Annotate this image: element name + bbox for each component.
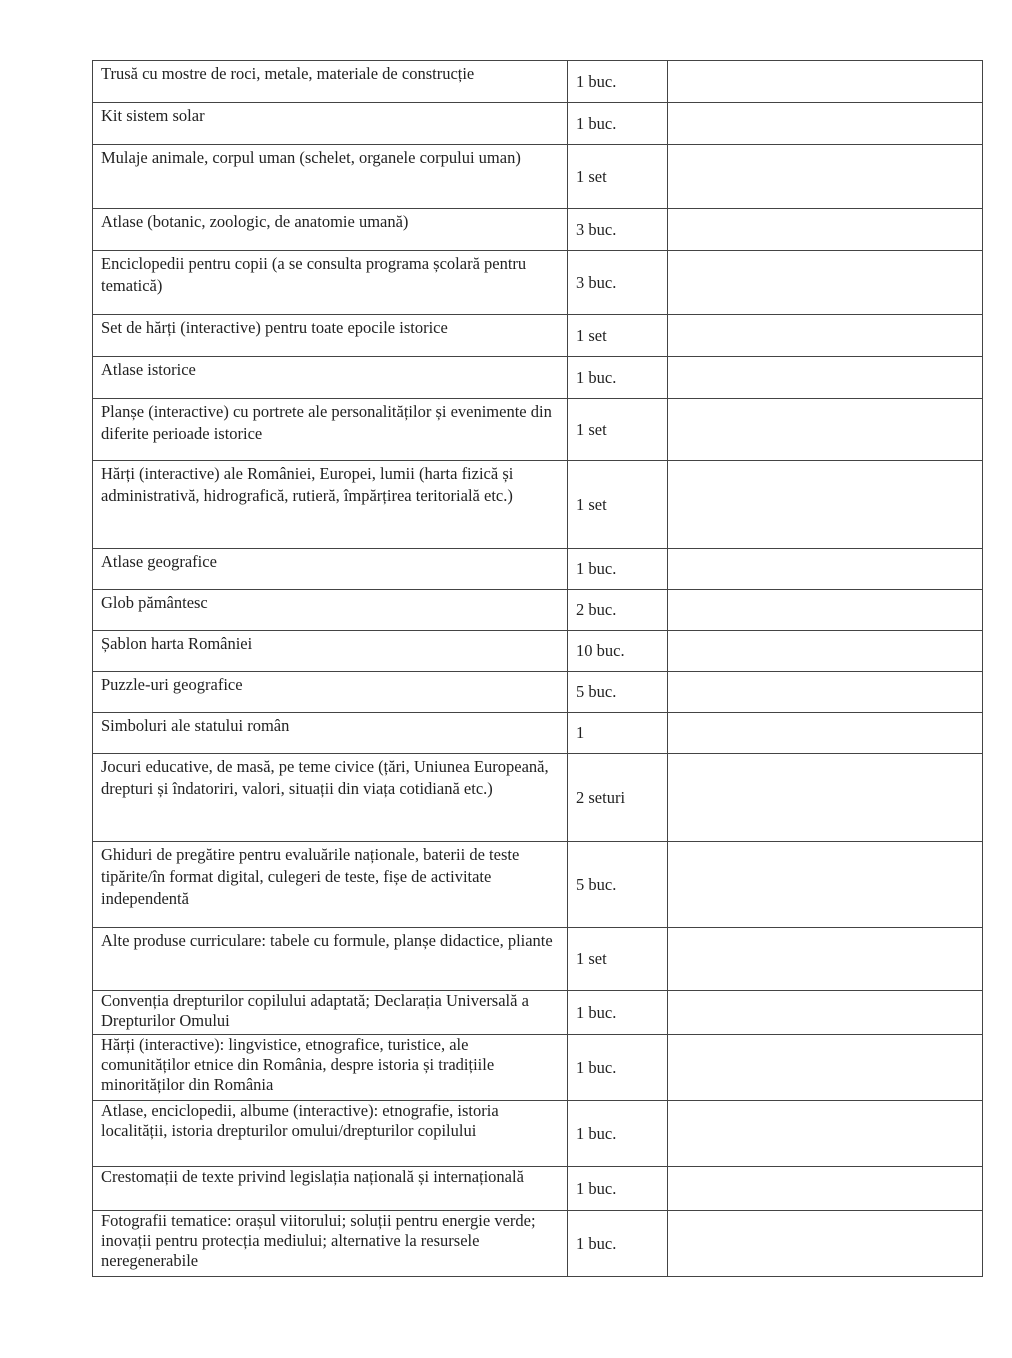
quantity-cell: 1 buc. xyxy=(568,991,668,1035)
item-cell: Planșe (interactive) cu portrete ale personalităților și evenimente din diferite perioade istorice xyxy=(93,399,568,461)
quantity-cell: 1 buc. xyxy=(568,1101,668,1167)
quantity-cell: 2 buc. xyxy=(568,590,668,631)
empty-cell xyxy=(668,672,983,713)
item-cell: Set de hărți (interactive) pentru toate epocile istorice xyxy=(93,315,568,357)
table-row xyxy=(93,1035,983,1101)
table-row xyxy=(93,1211,983,1277)
table-row xyxy=(93,672,983,713)
quantity-cell: 1 set xyxy=(568,145,668,209)
item-cell: Convenția drepturilor copilului adaptată; Declarația Universală a Drepturilor Omului xyxy=(93,991,568,1035)
quantity-cell: 1 buc. xyxy=(568,1211,668,1277)
table-row xyxy=(93,549,983,590)
table-row xyxy=(93,631,983,672)
item-cell: Ghiduri de pregătire pentru evaluările naționale, baterii de teste tipărite/în format digital, culegeri de teste, fișe de activitate independentă xyxy=(93,842,568,928)
empty-cell xyxy=(668,549,983,590)
quantity-cell: 1 set xyxy=(568,928,668,991)
quantity-cell: 1 buc. xyxy=(568,61,668,103)
item-cell: Atlase istorice xyxy=(93,357,568,399)
item-cell: Jocuri educative, de masă, pe teme civice (țări, Uniunea Europeană, drepturi și îndatoriri, valori, situații din viața cotidiană etc.) xyxy=(93,754,568,842)
quantity-cell: 1 xyxy=(568,713,668,754)
table-row xyxy=(93,1101,983,1167)
item-cell: Atlase geografice xyxy=(93,549,568,590)
empty-cell xyxy=(668,61,983,103)
table-row xyxy=(93,590,983,631)
item-cell: Glob pământesc xyxy=(93,590,568,631)
item-cell: Simboluri ale statului român xyxy=(93,713,568,754)
empty-cell xyxy=(668,754,983,842)
empty-cell xyxy=(668,145,983,209)
empty-cell xyxy=(668,103,983,145)
table-row xyxy=(93,461,983,549)
empty-cell xyxy=(668,928,983,991)
quantity-cell: 5 buc. xyxy=(568,672,668,713)
table-row xyxy=(93,209,983,251)
empty-cell xyxy=(668,399,983,461)
empty-cell xyxy=(668,461,983,549)
table-row xyxy=(93,713,983,754)
inventory-table xyxy=(92,60,983,1277)
empty-cell xyxy=(668,842,983,928)
quantity-cell: 1 set xyxy=(568,315,668,357)
quantity-cell: 1 buc. xyxy=(568,549,668,590)
quantity-cell: 1 buc. xyxy=(568,1167,668,1211)
item-cell: Kit sistem solar xyxy=(93,103,568,145)
item-cell: Crestomații de texte privind legislația națională și internațională xyxy=(93,1167,568,1211)
empty-cell xyxy=(668,251,983,315)
item-cell: Alte produse curriculare: tabele cu formule, planșe didactice, pliante xyxy=(93,928,568,991)
item-cell: Atlase, enciclopedii, albume (interactive): etnografie, istoria localității, istoria drepturilor omului/drepturilor copilului xyxy=(93,1101,568,1167)
empty-cell xyxy=(668,1211,983,1277)
empty-cell xyxy=(668,1035,983,1101)
table-row xyxy=(93,61,983,103)
item-cell: Hărți (interactive): lingvistice, etnografice, turistice, ale comunităților etnice din România, despre istoria și tradițiile minorităților din România xyxy=(93,1035,568,1101)
empty-cell xyxy=(668,315,983,357)
empty-cell xyxy=(668,357,983,399)
quantity-cell: 2 seturi xyxy=(568,754,668,842)
empty-cell xyxy=(668,631,983,672)
table-row xyxy=(93,251,983,315)
quantity-cell: 1 set xyxy=(568,399,668,461)
item-cell: Fotografii tematice: orașul viitorului; soluții pentru energie verde; inovații pentru protecția mediului; alternative la resursele neregenerabile xyxy=(93,1211,568,1277)
table-row xyxy=(93,754,983,842)
table-row xyxy=(93,103,983,145)
table-row xyxy=(93,842,983,928)
item-cell: Hărți (interactive) ale României, Europei, lumii (harta fizică și administrativă, hidrografică, rutieră, împărțirea teritorială etc.) xyxy=(93,461,568,549)
quantity-cell: 1 buc. xyxy=(568,103,668,145)
quantity-cell: 5 buc. xyxy=(568,842,668,928)
table-row xyxy=(93,928,983,991)
empty-cell xyxy=(668,590,983,631)
quantity-cell: 10 buc. xyxy=(568,631,668,672)
table-row xyxy=(93,1167,983,1211)
empty-cell xyxy=(668,991,983,1035)
table-row xyxy=(93,991,983,1035)
item-cell: Puzzle-uri geografice xyxy=(93,672,568,713)
item-cell: Enciclopedii pentru copii (a se consulta programa școlară pentru tematică) xyxy=(93,251,568,315)
empty-cell xyxy=(668,713,983,754)
item-cell: Mulaje animale, corpul uman (schelet, organele corpului uman) xyxy=(93,145,568,209)
quantity-cell: 3 buc. xyxy=(568,251,668,315)
table-row xyxy=(93,357,983,399)
quantity-cell: 1 buc. xyxy=(568,1035,668,1101)
item-cell: Șablon harta României xyxy=(93,631,568,672)
item-cell: Atlase (botanic, zoologic, de anatomie umană) xyxy=(93,209,568,251)
item-cell: Trusă cu mostre de roci, metale, materiale de construcție xyxy=(93,61,568,103)
empty-cell xyxy=(668,209,983,251)
table-row xyxy=(93,315,983,357)
empty-cell xyxy=(668,1101,983,1167)
quantity-cell: 3 buc. xyxy=(568,209,668,251)
empty-cell xyxy=(668,1167,983,1211)
table-row xyxy=(93,399,983,461)
table-row xyxy=(93,145,983,209)
quantity-cell: 1 set xyxy=(568,461,668,549)
quantity-cell: 1 buc. xyxy=(568,357,668,399)
